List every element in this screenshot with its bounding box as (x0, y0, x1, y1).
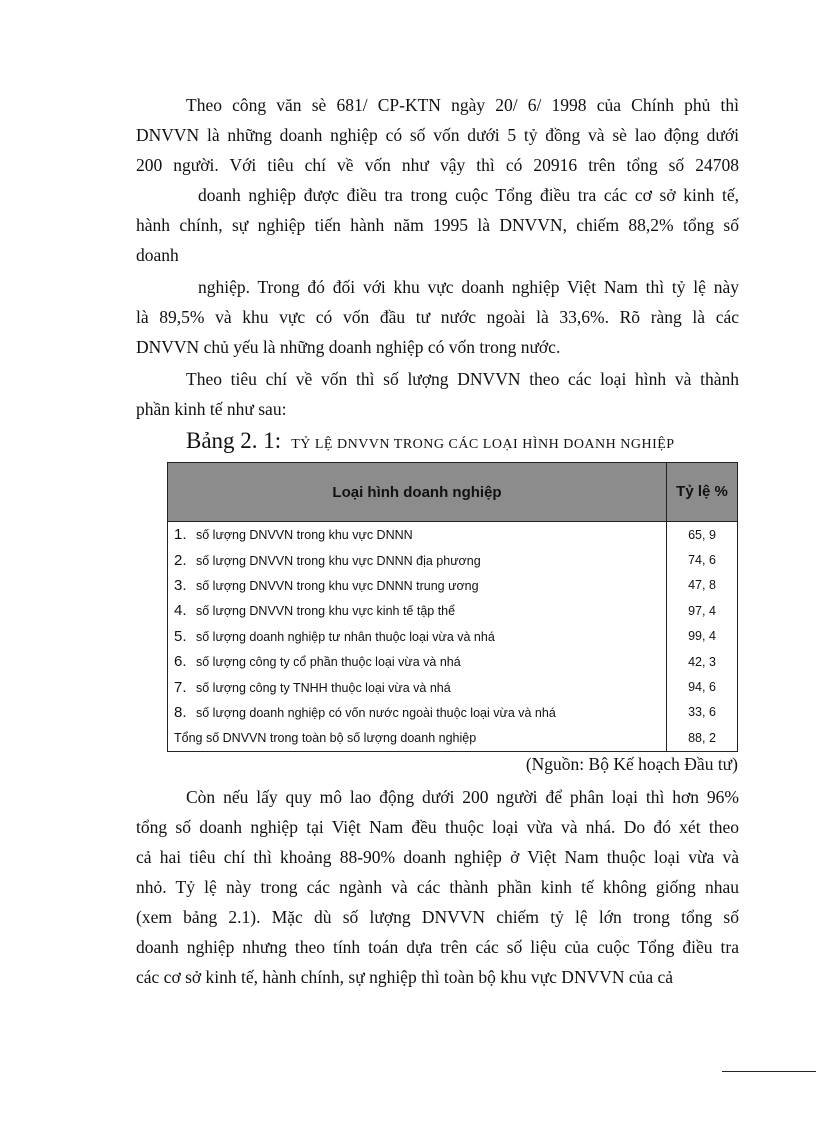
text-line: phần kinh tế như sau: (136, 399, 287, 419)
text-line: 200 người. Với tiêu chí về vốn như vậy thì có 20916 trên tổng số 24708 (136, 155, 739, 175)
table-source: (Nguồn: Bộ Kế hoạch Đầu tư) (525, 754, 738, 774)
row-value: 33, 6 (667, 700, 738, 725)
text-line: là 89,5% và khu vực có vốn đầu tư nước ngoài là 33,6%. Rõ ràng là các (136, 307, 739, 327)
row-label-cell (168, 573, 667, 598)
table-row (168, 649, 738, 674)
data-table (167, 462, 738, 752)
footnote-separator (722, 1071, 816, 1072)
row-number: 8. (174, 703, 187, 721)
table-caption-label: Bảng 2. 1: (186, 428, 282, 453)
row-value: 97, 4 (667, 598, 738, 623)
row-value: 47, 8 (667, 573, 738, 598)
row-label-cell (168, 598, 667, 623)
row-label-cell (168, 547, 667, 572)
row-label-cell (168, 624, 667, 649)
row-value: 74, 6 (667, 547, 738, 572)
text-line: Theo tiêu chí về vốn thì số lượng DNVVN theo các loại hình và thành (186, 369, 739, 389)
paragraph-1 (136, 90, 739, 270)
row-label: số lượng DNVVN trong khu vực kinh tế tập thể (196, 604, 456, 619)
text-line: nghiệp. Trong đó đối với khu vực doanh nghiệp Việt Nam thì tỷ lệ này (198, 277, 739, 297)
row-value: 99, 4 (667, 624, 738, 649)
table-header-row (168, 463, 738, 522)
text-line: tổng số doanh nghiệp tại Việt Nam đều thuộc loại vừa và nhá. Do đó xét theo (136, 817, 739, 837)
table-body (168, 522, 738, 752)
text-line: doanh nghiệp nhưng theo tính toán dựa trên các số liệu của cuộc Tổng điều tra (136, 937, 739, 957)
row-value: 42, 3 (667, 649, 738, 674)
row-label-cell (168, 649, 667, 674)
table-row (168, 674, 738, 699)
table-row (168, 522, 738, 548)
row-label: số lượng DNVVN trong khu vực DNNN trung ương (196, 578, 479, 593)
row-value: 94, 6 (667, 674, 738, 699)
table-row (168, 547, 738, 572)
row-label: số lượng DNVVN trong khu vực DNNN địa phương (196, 553, 481, 568)
row-number: 7. (174, 678, 187, 696)
row-label-cell (168, 725, 667, 751)
text-line: doanh (136, 245, 179, 265)
table-caption (186, 428, 675, 454)
row-number: 3. (174, 576, 187, 594)
row-label: số lượng doanh nghiệp tư nhân thuộc loại vừa và nhá (196, 629, 495, 644)
text-line: Còn nếu lấy quy mô lao động dưới 200 người để phân loại thì hơn 96% (186, 787, 739, 807)
text-line: DNVVN là những doanh nghiệp có số vốn dưới 5 tỷ đồng và sè lao động dưới (136, 125, 739, 145)
table-row (168, 598, 738, 623)
row-label-cell (168, 674, 667, 699)
table-row (168, 700, 738, 725)
row-label-cell (168, 700, 667, 725)
row-number: 1. (174, 526, 187, 544)
row-label: số lượng doanh nghiệp có vốn nước ngoài thuộc loại vừa và nhá (196, 705, 556, 720)
header-business-type: Loại hình doanh nghiệp (168, 463, 667, 522)
text-line: Theo công văn sè 681/ CP-KTN ngày 20/ 6/ 1998 của Chính phủ thì (186, 95, 739, 115)
row-label-cell (168, 522, 667, 548)
row-label: số lượng DNVVN trong khu vực DNNN (196, 528, 413, 543)
table-row (168, 725, 738, 751)
text-line: các cơ sở kinh tế, hành chính, sự nghiệp thì toàn bộ khu vực DNVVN của cả (136, 967, 674, 987)
row-label: số lượng công ty cổ phần thuộc loại vừa và nhá (196, 655, 461, 670)
paragraph-3 (136, 364, 739, 424)
text-line: (xem bảng 2.1). Mặc dù số lượng DNVVN chiếm tỷ lệ lớn trong tổng số (136, 907, 739, 927)
row-label: Tổng số DNVVN trong toàn bộ số lượng doanh nghiệp (174, 730, 477, 745)
row-number: 5. (174, 627, 187, 645)
row-number: 6. (174, 653, 187, 671)
paragraph-2 (136, 272, 739, 362)
text-line: DNVVN chủ yếu là những doanh nghiệp có vốn trong nước. (136, 337, 561, 357)
row-number: 4. (174, 602, 187, 620)
table-row (168, 573, 738, 598)
table-row (168, 624, 738, 649)
header-rate: Tỷ lệ % (667, 463, 738, 522)
row-label: số lượng công ty TNHH thuộc loại vừa và nhá (196, 680, 451, 695)
text-line: cả hai tiêu chí thì khoảng 88-90% doanh nghiệp ở Việt Nam thuộc loại vừa và (136, 847, 739, 867)
text-line: hành chính, sự nghiệp tiến hành năm 1995 là DNVVN, chiếm 88,2% tổng số (136, 215, 739, 235)
row-number: 2. (174, 551, 187, 569)
text-line: nhỏ. Tỷ lệ này trong các ngành và các thành phần kinh tế không giống nhau (136, 877, 739, 897)
paragraph-4 (136, 782, 739, 992)
table-caption-title: TỶ LỆ DNVVN TRONG CÁC LOẠI HÌNH DOANH NGHIỆP (291, 437, 675, 452)
text-line: doanh nghiệp được điều tra trong cuộc Tổng điều tra các cơ sở kinh tế, (198, 185, 739, 205)
row-value: 88, 2 (667, 725, 738, 751)
row-value: 65, 9 (667, 522, 738, 548)
